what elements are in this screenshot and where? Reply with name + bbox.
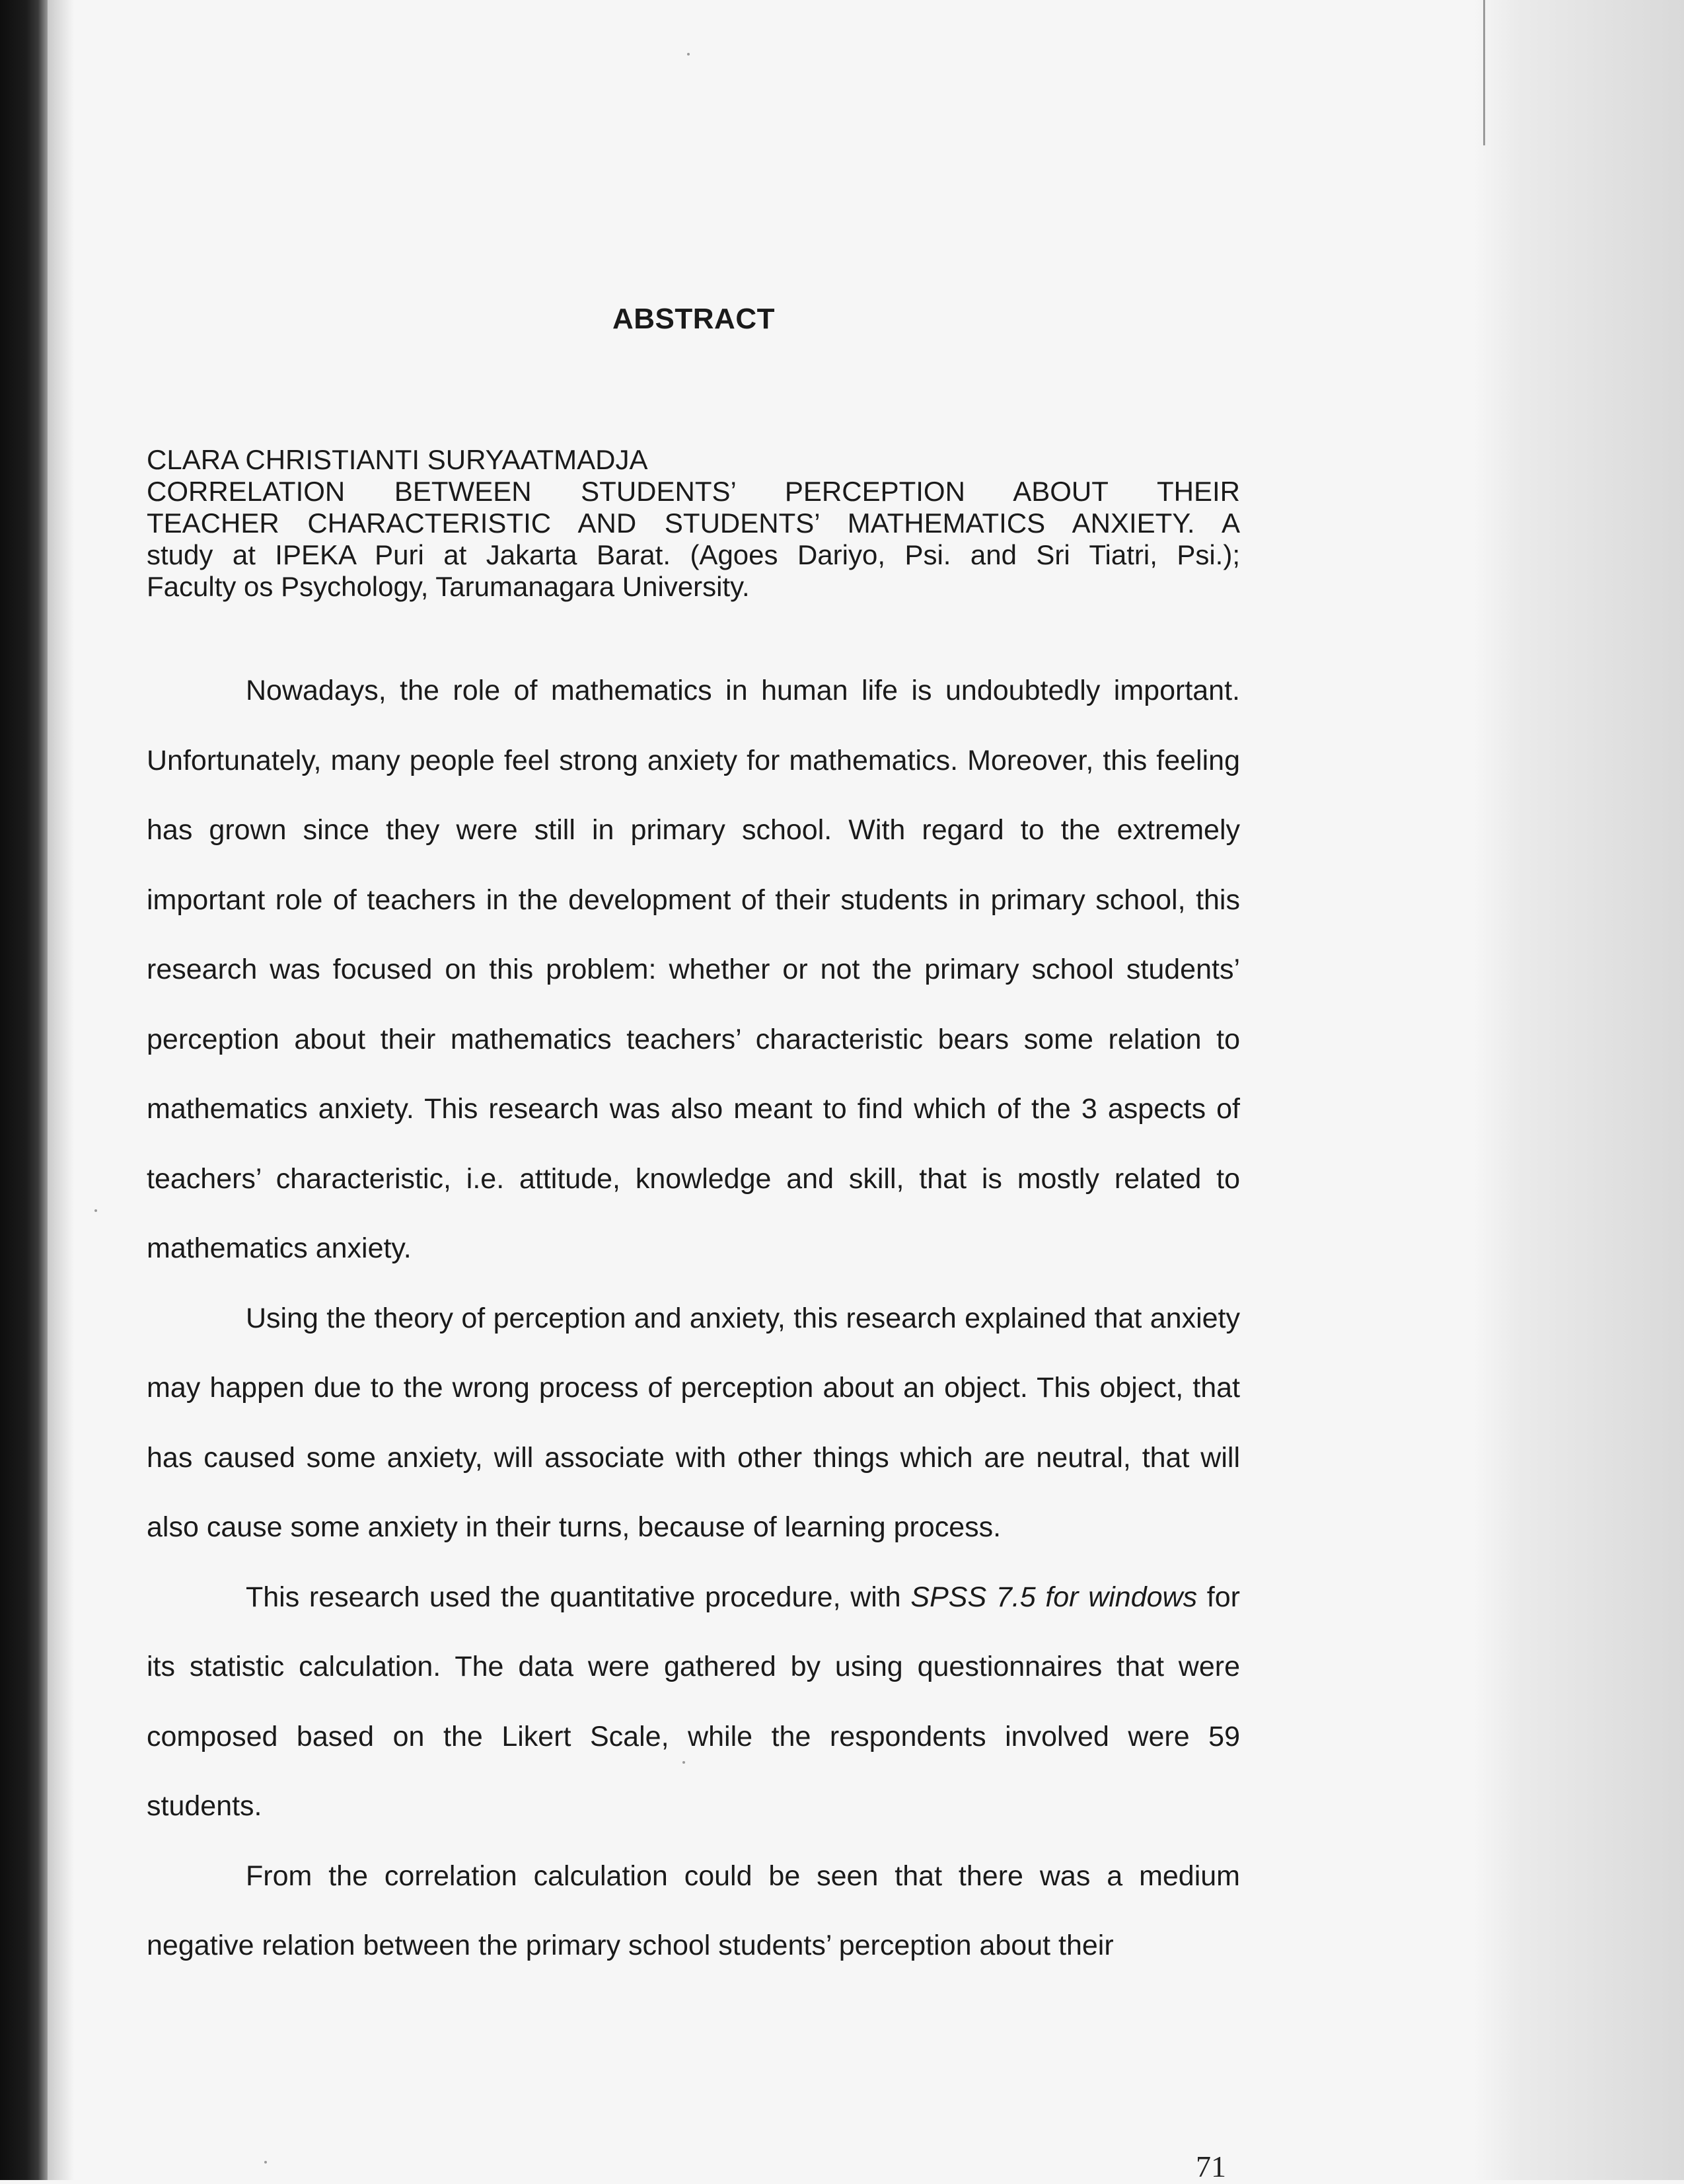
paragraph-3-start: This research used the quantitative procedure, with <box>246 1581 911 1613</box>
page-edge-line <box>1483 0 1485 145</box>
paragraph-3 <box>147 1563 1240 1842</box>
abstract-body <box>147 656 1240 1981</box>
paragraph-2: Using the theory of perception and anxiety, this research explained that anxiety may happen due to the wrong process of perception about an object. This object, that has caused some anxiety, will associate with other things which are neutral, that will also cause some anxiety in their turns, because of learning process. <box>147 1302 1240 1543</box>
abstract-heading: ABSTRACT <box>612 303 775 335</box>
paragraph-3-end: for its statistic calculation. The data were gathered by using questionnaires that were composed based on the Likert Scale, while the respondents involved were 59 students. <box>147 1581 1240 1822</box>
thesis-header <box>147 444 1240 603</box>
software-name: SPSS 7.5 for windows <box>910 1581 1198 1613</box>
faculty-line: Faculty os Psychology, Tarumanagara University. <box>147 571 750 602</box>
thesis-title-line-1: CORRELATION BETWEEN STUDENTS’ PERCEPTION ABOUT THEIR <box>147 476 1240 507</box>
scan-speck <box>687 53 690 56</box>
paragraph-1: Nowadays, the role of mathematics in human life is undoubtedly important. Unfortunately, many people feel strong anxiety for mathematics. Moreover, this feeling has grown since they were still in primary school. With regard to the extremely important role of teachers in the development of their students in primary school, this research was focused on this problem: whether or not the primary school students’ perception about their mathematics teachers’ characteristic bears some relation to mathematics anxiety. This research was also meant to find which of the 3 aspects of teachers’ characteristic, i.e. attitude, knowledge and skill, that is mostly related to mathematics anxiety. <box>147 675 1240 1264</box>
scan-speck <box>264 2161 267 2164</box>
page-edge-shadow <box>1473 0 1684 2180</box>
author-name: CLARA CHRISTIANTI SURYAATMADJA <box>147 444 648 475</box>
page-number: 71 <box>1196 2150 1226 2183</box>
paragraph-4: From the correlation calculation could be seen that there was a medium negative relation between the primary school students’ perception about their <box>147 1860 1240 1961</box>
scan-speck <box>94 1209 97 1212</box>
thesis-title-line-2: TEACHER CHARACTERISTIC AND STUDENTS’ MATHEMATICS ANXIETY. A <box>147 508 1240 539</box>
thesis-title-line-3: study at IPEKA Puri at Jakarta Barat. (Agoes Dariyo, Psi. and Sri Tiatri, Psi.); <box>147 539 1240 570</box>
